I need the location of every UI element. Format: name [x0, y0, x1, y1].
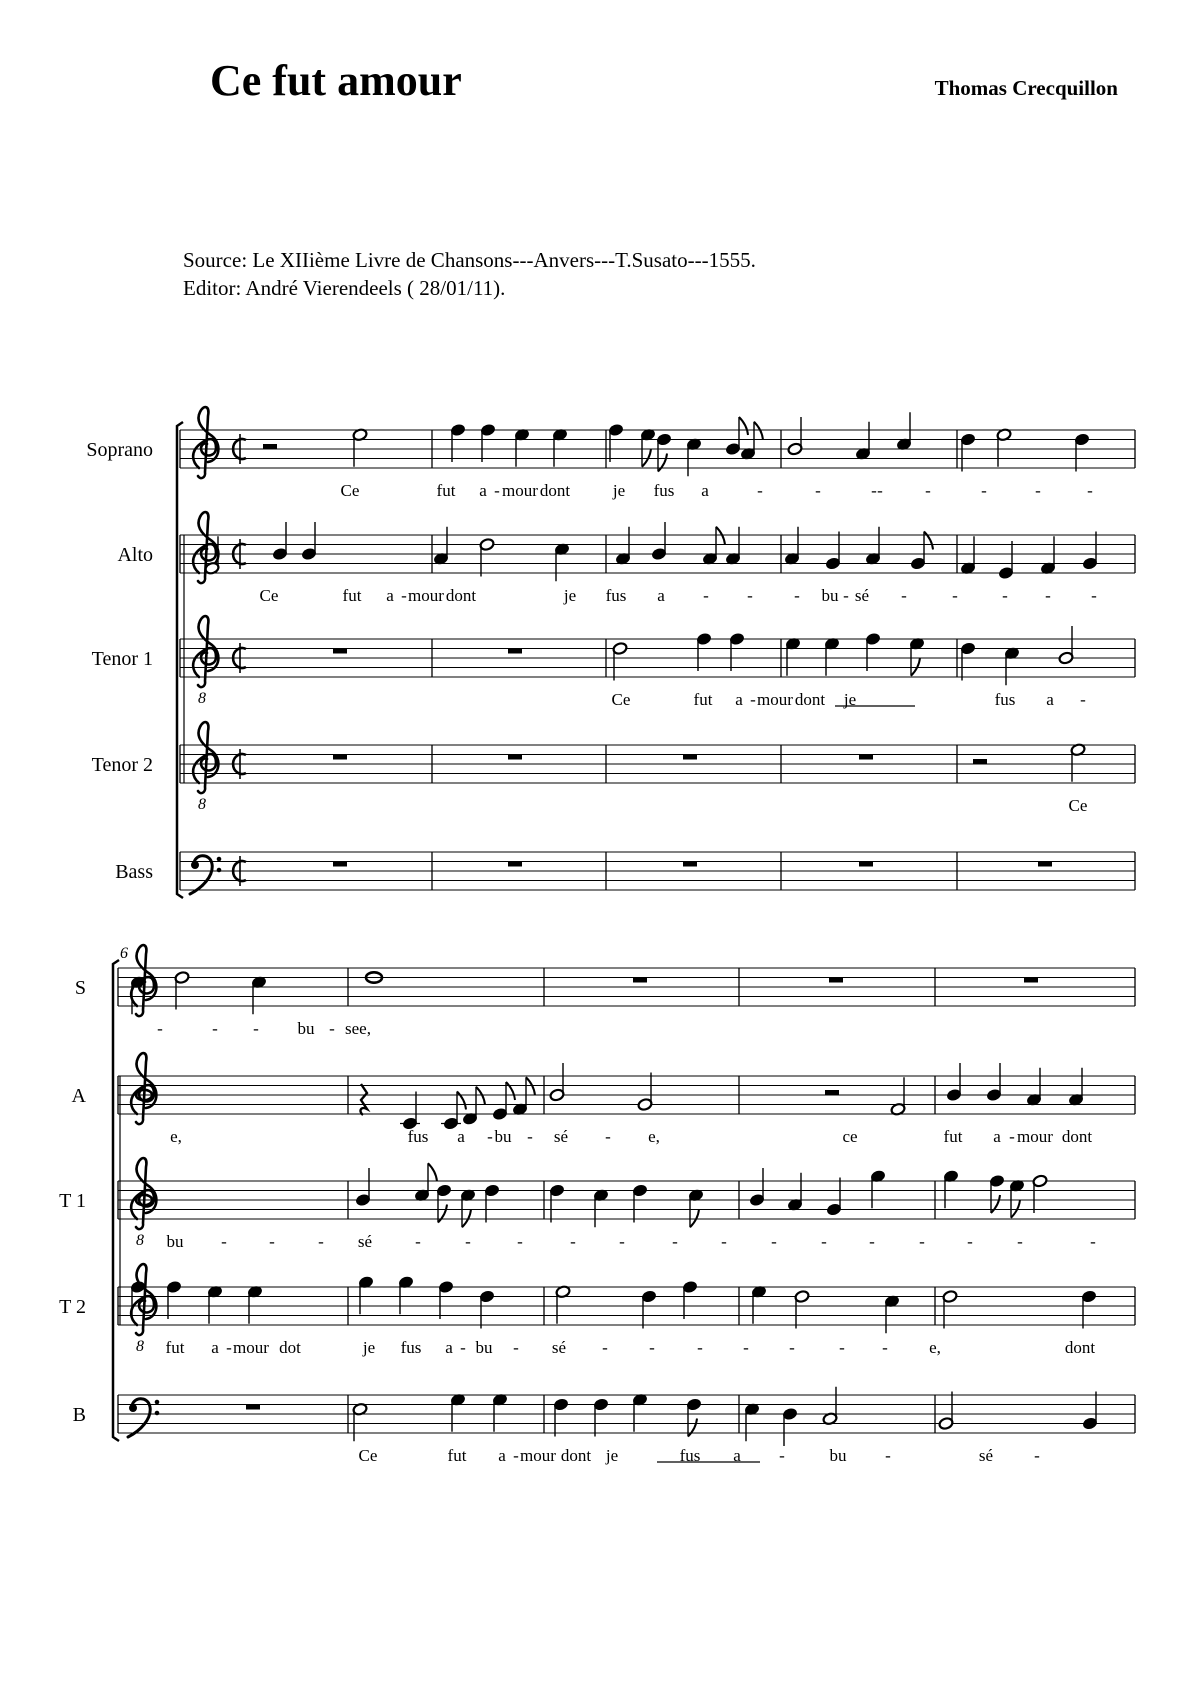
- note-flag: [739, 417, 748, 435]
- staff-label: B: [72, 1404, 86, 1426]
- lyric-syllable: -: [329, 1019, 335, 1038]
- lyric-syllable: sé: [854, 586, 870, 605]
- lyric-syllable: mour: [502, 481, 538, 500]
- lyric-syllable: -: [672, 1232, 678, 1251]
- lyric-syllable: dont: [445, 586, 477, 605]
- lyric-syllable: Ce: [1068, 796, 1088, 815]
- whole-rest: [1024, 978, 1038, 983]
- treble-clef-icon: [193, 722, 218, 793]
- lyric-syllable: -: [1091, 586, 1097, 605]
- lyric-syllable: Ce: [259, 586, 279, 605]
- note-flag: [658, 454, 667, 472]
- half-rest: [973, 759, 987, 764]
- lyric-syllable: -: [157, 1019, 163, 1038]
- lyric-syllable: -: [415, 1232, 421, 1251]
- note-flag: [642, 449, 651, 467]
- staff-label: Soprano: [86, 439, 153, 461]
- note-flag: [991, 1195, 1000, 1213]
- whole-rest: [333, 649, 347, 654]
- measure-number: 6: [120, 945, 128, 962]
- lyric-syllable: a: [1046, 690, 1054, 709]
- lyric-syllable: a: [498, 1446, 506, 1465]
- lyric-syllable: -: [882, 1338, 888, 1357]
- lyric-syllable: -: [743, 1338, 749, 1357]
- lyric-syllable: -: [226, 1338, 232, 1357]
- lyric-syllable: -: [1080, 690, 1086, 709]
- lyric-syllable: -: [1087, 481, 1093, 500]
- half-rest: [263, 444, 277, 449]
- whole-rest: [683, 755, 697, 760]
- lyric-syllable: -: [771, 1232, 777, 1251]
- whole-rest: [683, 862, 697, 867]
- whole-rest: [633, 978, 647, 983]
- lyric-syllable: -: [221, 1232, 227, 1251]
- lyric-syllable: a: [657, 586, 665, 605]
- lyric-syllable: e,: [648, 1127, 660, 1146]
- lyric-syllable: bu: [821, 586, 839, 605]
- lyric-syllable: bu: [494, 1127, 512, 1146]
- note-flag: [462, 1209, 471, 1227]
- lyric-syllable: -: [697, 1338, 703, 1357]
- lyric-syllable: je: [605, 1446, 619, 1465]
- lyric-syllable: -: [527, 1127, 533, 1146]
- note-flag: [1011, 1200, 1020, 1218]
- lyric-syllable: fut: [436, 481, 456, 500]
- lyric-syllable: -: [877, 481, 883, 500]
- lyric-syllable: -: [721, 1232, 727, 1251]
- quarter-rest: [360, 1084, 367, 1115]
- lyric-syllable: dont: [794, 690, 826, 709]
- lyric-syllable: -: [843, 586, 849, 605]
- lyric-syllable: -: [269, 1232, 275, 1251]
- lyric-syllable: -: [494, 481, 500, 500]
- lyric-syllable: je: [843, 690, 857, 709]
- staff-label: T 2: [59, 1296, 86, 1318]
- lyric-syllable: a: [993, 1127, 1001, 1146]
- lyric-syllable: fus: [407, 1127, 429, 1146]
- lyric-syllable: -: [981, 481, 987, 500]
- lyric-syllable: -: [513, 1446, 519, 1465]
- staff-label: Bass: [115, 861, 153, 883]
- lyric-syllable: mour: [233, 1338, 269, 1357]
- lyric-syllable: -: [967, 1232, 973, 1251]
- lyric-syllable: -: [750, 690, 756, 709]
- lyric-syllable: -: [952, 586, 958, 605]
- lyric-syllable: fut: [943, 1127, 963, 1146]
- lyric-syllable: fus: [400, 1338, 422, 1357]
- note-flag: [911, 658, 920, 676]
- lyric-syllable: a: [701, 481, 709, 500]
- composer-name: Thomas Crecquillon: [934, 76, 1118, 100]
- lyric-syllable: -: [465, 1232, 471, 1251]
- lyric-syllable: -: [253, 1019, 259, 1038]
- lyric-syllable: see,: [345, 1019, 371, 1038]
- lyric-syllable: -: [570, 1232, 576, 1251]
- lyric-syllable: -: [1009, 1127, 1015, 1146]
- note-flag: [754, 422, 763, 440]
- lyric-syllable: -: [757, 481, 763, 500]
- staff-label: S: [74, 977, 86, 999]
- lyric-syllable: -: [517, 1232, 523, 1251]
- note-flag: [716, 527, 725, 545]
- note-flag: [438, 1205, 447, 1223]
- lyric-syllable: -: [885, 1446, 891, 1465]
- lyric-syllable: -: [869, 1232, 875, 1251]
- lyric-syllable: fus: [605, 586, 627, 605]
- staff-label: Tenor 2: [91, 754, 153, 776]
- whole-rest: [859, 755, 873, 760]
- lyric-syllable: sé: [551, 1338, 567, 1357]
- staff-label: Alto: [117, 544, 153, 566]
- octave-marker: 8: [136, 1338, 144, 1355]
- lyric-syllable: a: [211, 1338, 219, 1357]
- treble-clef-icon: [193, 407, 218, 478]
- note-flag: [690, 1209, 699, 1227]
- staff-label: Tenor 1: [91, 648, 153, 670]
- lyric-syllable: a: [735, 690, 743, 709]
- lyric-syllable: mour: [520, 1446, 556, 1465]
- lyric-syllable: bu: [829, 1446, 847, 1465]
- lyric-syllable: -: [779, 1446, 785, 1465]
- note-flag: [476, 1087, 485, 1105]
- lyric-syllable: -: [703, 586, 709, 605]
- staff-label: T 1: [59, 1190, 86, 1212]
- lyric-syllable: a: [479, 481, 487, 500]
- treble-clef-icon: [193, 616, 218, 687]
- lyric-syllable: fus: [679, 1446, 701, 1465]
- octave-marker: 8: [198, 690, 206, 707]
- lyric-syllable: dont: [1061, 1127, 1093, 1146]
- lyric-syllable: -: [1034, 1446, 1040, 1465]
- whole-rest: [859, 862, 873, 867]
- lyric-syllable: -: [619, 1232, 625, 1251]
- lyric-syllable: -: [602, 1338, 608, 1357]
- lyric-syllable: -: [487, 1127, 493, 1146]
- lyric-syllable: -: [839, 1338, 845, 1357]
- lyric-syllable: -: [460, 1338, 466, 1357]
- lyric-syllable: je: [612, 481, 626, 500]
- note-flag: [924, 532, 933, 550]
- lyric-syllable: dont: [560, 1446, 592, 1465]
- lyric-syllable: fut: [342, 586, 362, 605]
- lyric-syllable: -: [513, 1338, 519, 1357]
- lyric-syllable: dont: [539, 481, 571, 500]
- lyric-syllable: -: [794, 586, 800, 605]
- lyric-syllable: Ce: [611, 690, 631, 709]
- lyric-syllable: dot: [279, 1338, 301, 1357]
- lyric-syllable: -: [1017, 1232, 1023, 1251]
- lyric-syllable: -: [871, 481, 877, 500]
- half-rest: [825, 1090, 839, 1095]
- lyric-syllable: -: [1002, 586, 1008, 605]
- lyric-syllable: a: [386, 586, 394, 605]
- lyric-syllable: -: [1045, 586, 1051, 605]
- lyric-syllable: fus: [653, 481, 675, 500]
- lyric-syllable: a: [457, 1127, 465, 1146]
- lyric-syllable: -: [901, 586, 907, 605]
- lyric-syllable: Ce: [340, 481, 360, 500]
- note-flag: [457, 1092, 466, 1110]
- note-flag: [506, 1082, 515, 1100]
- lyric-syllable: Ce: [358, 1446, 378, 1465]
- lyric-syllable: -: [318, 1232, 324, 1251]
- lyric-syllable: e,: [929, 1338, 941, 1357]
- lyric-syllable: -: [1035, 481, 1041, 500]
- lyric-syllable: -: [815, 481, 821, 500]
- lyric-syllable: fus: [994, 690, 1016, 709]
- lyric-syllable: mour: [757, 690, 793, 709]
- whole-rest: [508, 862, 522, 867]
- lyric-syllable: je: [563, 586, 577, 605]
- lyric-syllable: -: [821, 1232, 827, 1251]
- lyric-syllable: e,: [170, 1127, 182, 1146]
- lyric-syllable: -: [747, 586, 753, 605]
- note-flag: [688, 1419, 697, 1437]
- lyric-syllable: sé: [357, 1232, 373, 1251]
- whole-rest: [508, 649, 522, 654]
- lyric-syllable: -: [649, 1338, 655, 1357]
- whole-rest: [333, 862, 347, 867]
- whole-rest: [829, 978, 843, 983]
- whole-rest: [508, 755, 522, 760]
- lyric-syllable: a: [445, 1338, 453, 1357]
- lyric-syllable: fut: [693, 690, 713, 709]
- lyric-syllable: sé: [978, 1446, 994, 1465]
- lyric-syllable: sé: [553, 1127, 569, 1146]
- lyric-syllable: bu: [475, 1338, 493, 1357]
- lyric-syllable: dont: [1064, 1338, 1096, 1357]
- lyric-syllable: mour: [408, 586, 444, 605]
- lyric-syllable: a: [733, 1446, 741, 1465]
- staff-label: A: [71, 1085, 86, 1107]
- whole-rest: [1038, 862, 1052, 867]
- whole-rest: [246, 1405, 260, 1410]
- lyric-syllable: -: [919, 1232, 925, 1251]
- source-line: Source: Le XIIième Livre de Chansons---Anvers---T.Susato---1555.: [183, 248, 756, 272]
- lyric-syllable: fut: [165, 1338, 185, 1357]
- lyric-syllable: -: [789, 1338, 795, 1357]
- lyric-syllable: -: [212, 1019, 218, 1038]
- octave-marker: 8: [198, 796, 206, 813]
- octave-marker: 8: [136, 1232, 144, 1249]
- lyric-syllable: bu: [166, 1232, 184, 1251]
- treble-clef-icon: [131, 1264, 156, 1335]
- lyric-syllable: -: [1090, 1232, 1096, 1251]
- note-flag: [526, 1077, 535, 1095]
- lyric-syllable: fut: [447, 1446, 467, 1465]
- editor-line: Editor: André Vierendeels ( 28/01/11).: [183, 276, 506, 300]
- lyric-syllable: -: [605, 1127, 611, 1146]
- score-title: Ce fut amour: [210, 56, 462, 105]
- lyric-syllable: -: [925, 481, 931, 500]
- lyric-syllable: mour: [1017, 1127, 1053, 1146]
- lyric-syllable: je: [362, 1338, 376, 1357]
- lyric-syllable: -: [401, 586, 407, 605]
- lyric-syllable: ce: [842, 1127, 858, 1146]
- lyric-syllable: bu: [297, 1019, 315, 1038]
- whole-rest: [333, 755, 347, 760]
- note-flag: [428, 1163, 437, 1181]
